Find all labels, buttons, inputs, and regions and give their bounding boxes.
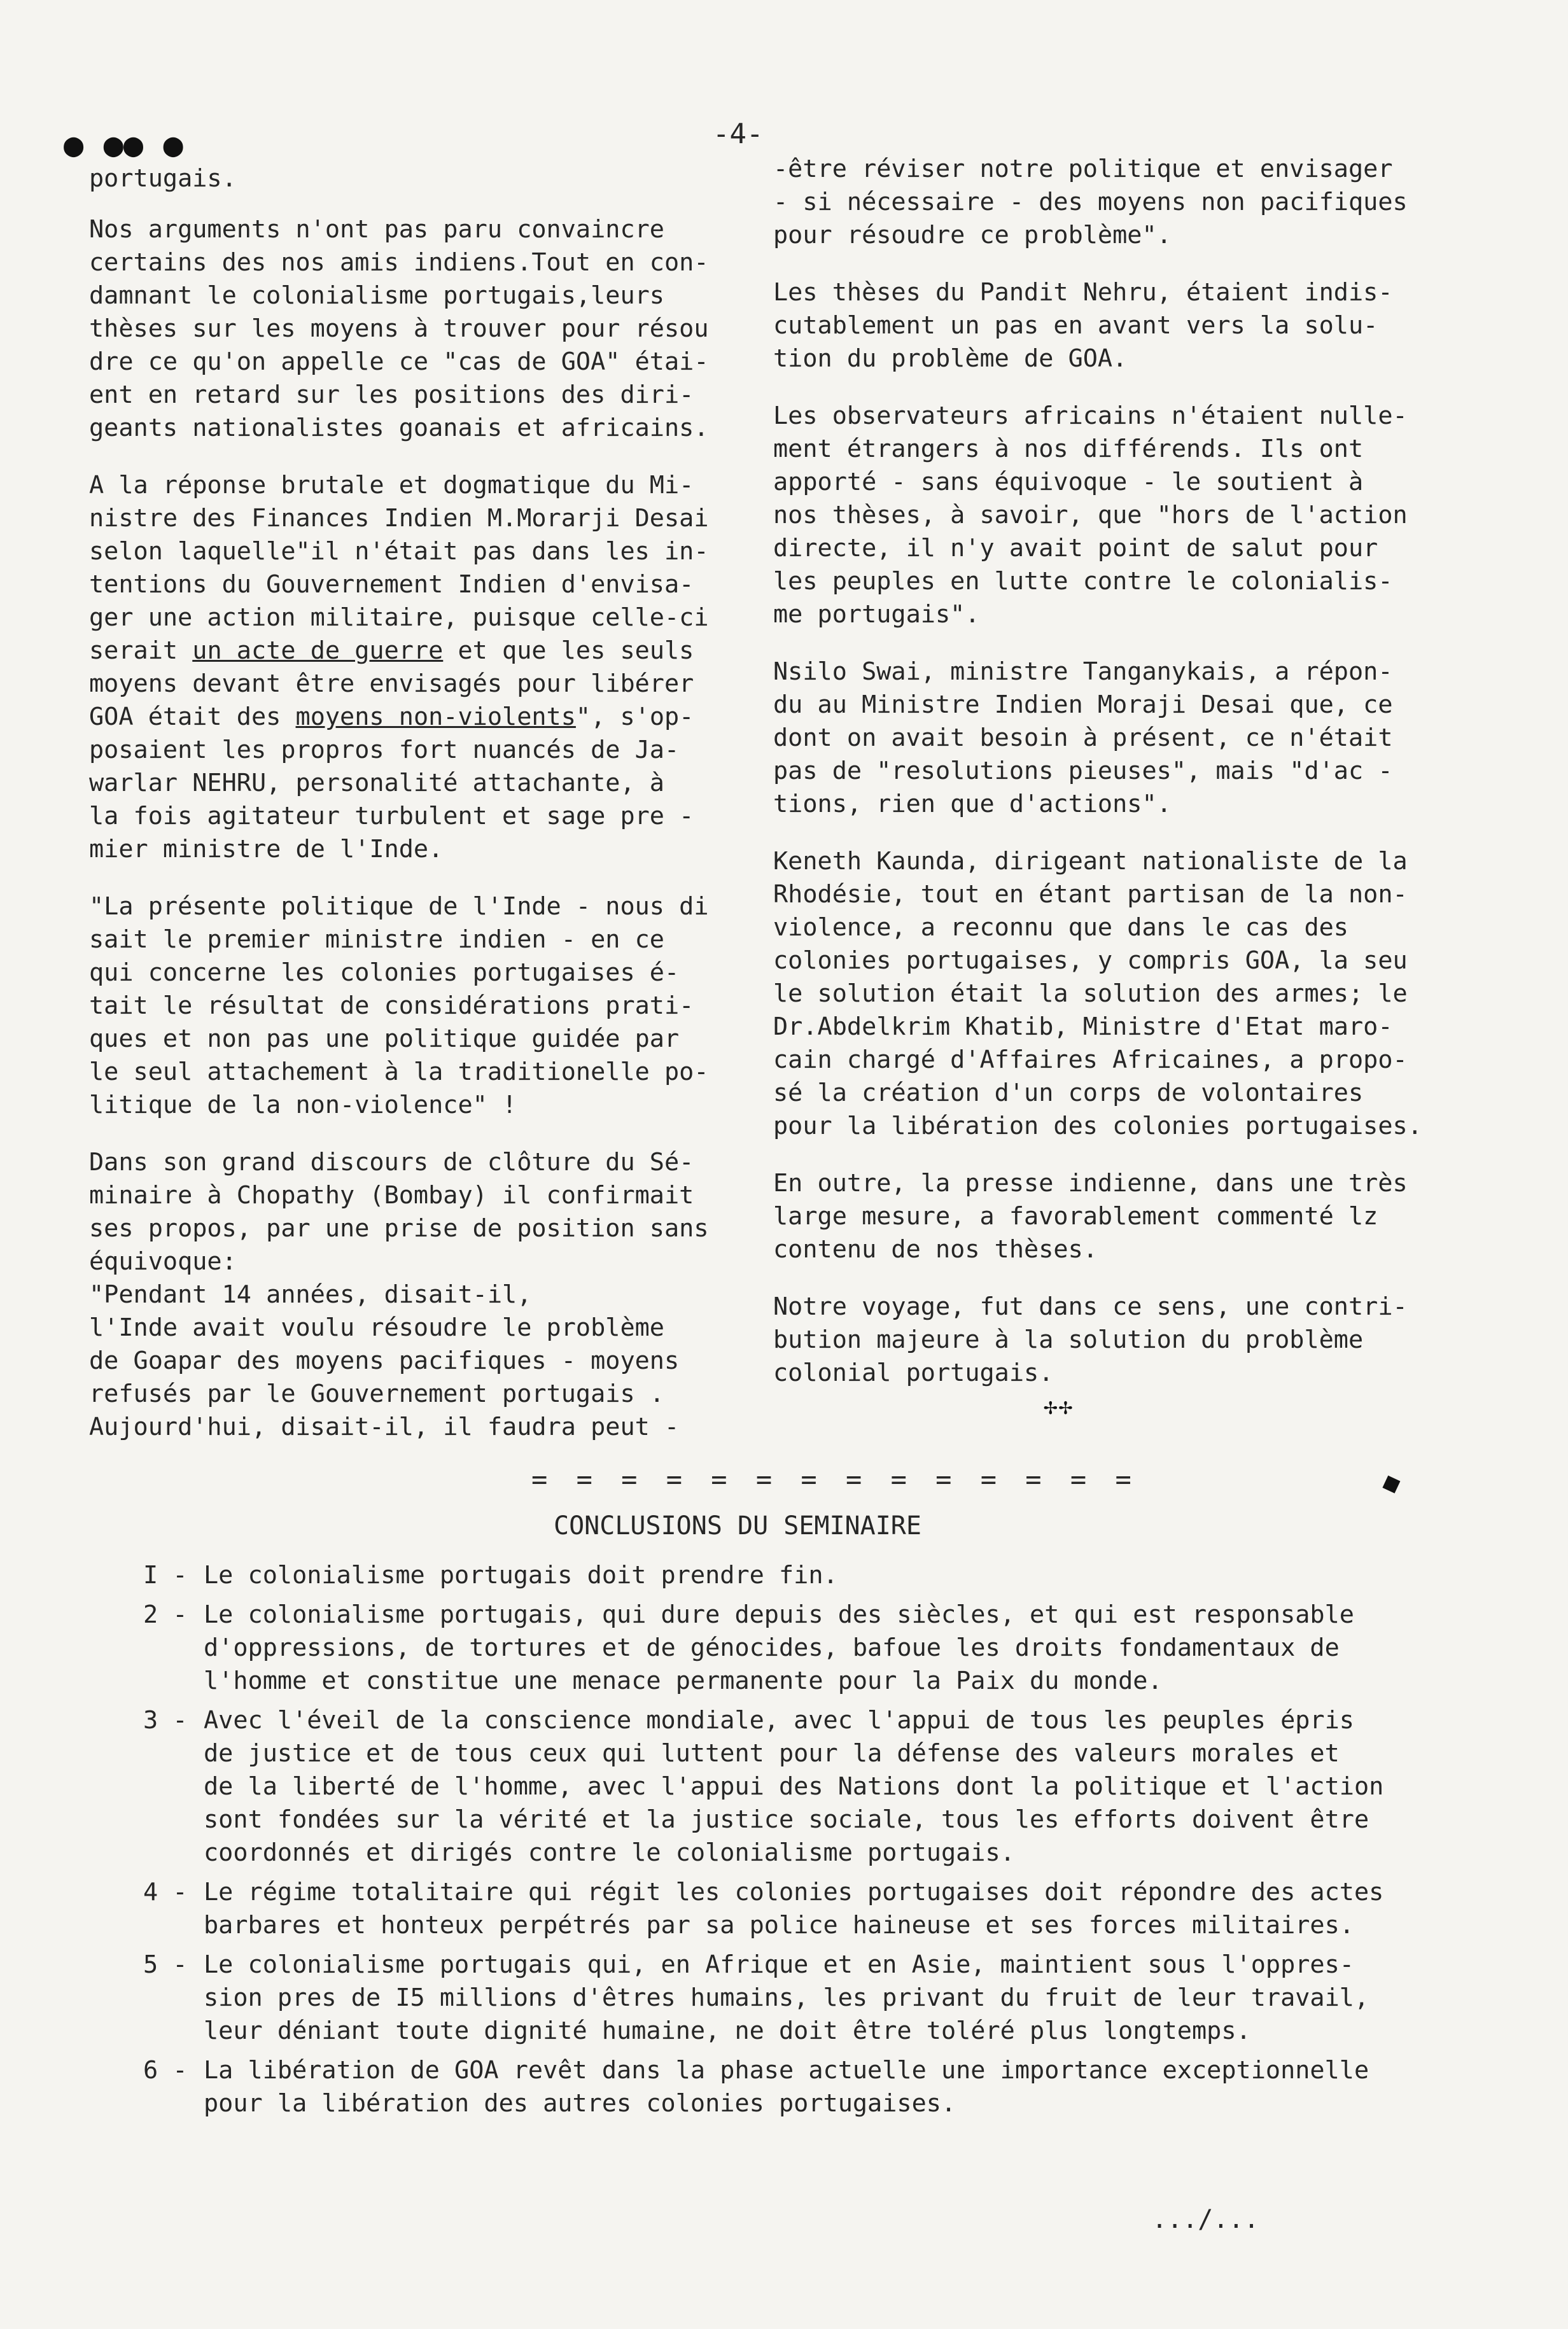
ornament: ✢✢ — [1044, 1394, 1074, 1420]
paragraph: Les observateurs africains n'étaient nulle- ment étrangers à nos différends. Ils ont apporté - sans équivoque - le soutient à nos thèses, à savoir, que "hors de l'action directe, il n'y avait point de salut pour les peuples en lutte contre le colonialis- me portugais". — [773, 402, 1408, 629]
item-text: Le régime totalitaire qui régit les colonies portugaises doit répondre des actes barbares et honteux perpétrés par sa police haineuse et ses forces militaires. — [204, 1878, 1384, 1940]
list-item — [143, 1704, 1429, 1870]
paragraph: Notre voyage, fut dans ce sens, une contri- bution majeure à la solution du problème colonial portugais. — [773, 1292, 1408, 1387]
paragraph: Les thèses du Pandit Nehru, étaient indis- cutablement un pas en avant vers la solu- tion du problème de GOA. — [773, 278, 1393, 373]
item-number: 3 - — [143, 1706, 188, 1735]
conclusions-title: CONCLUSIONS DU SEMINAIRE — [554, 1511, 921, 1541]
paragraph: portugais. — [89, 164, 237, 193]
conclusions-list — [143, 1559, 1429, 2127]
left-column — [89, 162, 764, 1468]
item-text: Le colonialisme portugais, qui dure depuis des siècles, et qui est responsable d'oppressions, de tortures et de génocides, bafoue les droits fondamentaux de l'homme et constitue une menace permanente pour la Paix du monde. — [204, 1600, 1354, 1695]
paragraph: En outre, la presse indienne, dans une très large mesure, a favorablement commenté lz contenu de nos thèses. — [773, 1169, 1408, 1264]
list-item — [143, 1598, 1429, 1698]
item-number: 5 - — [143, 1950, 188, 1979]
separator: = = = = = = = = = = = = = = — [531, 1464, 1138, 1495]
right-column — [773, 153, 1448, 1414]
item-text: Le colonialisme portugais qui, en Afrique et en Asie, maintient sous l'oppres- sion pres de I5 millions d'êtres humains, les privant du fruit de leur travail, leur déniant toute dignité humaine, ne doit être toléré plus longtemps. — [204, 1950, 1369, 2045]
paragraph: Keneth Kaunda, dirigeant nationaliste de la Rhodésie, tout en étant partisan de la non- violence, a reconnu que dans le cas des colonies portugaises, y compris GOA, la seu le solution était la solution des armes; le Dr.Abdelkrim Khatib, Ministre d'Etat maro- cain chargé d'Affaires Africaines, a propo- sé la création d'un corps de volontaires pour la libération des colonies portugaises. — [773, 847, 1422, 1140]
item-number: 4 - — [143, 1878, 188, 1906]
item-text: La libération de GOA revêt dans la phase actuelle une importance exceptionnelle pour la libération des autres colonies portugaises. — [204, 2056, 1369, 2118]
item-number: I - — [143, 1561, 188, 1590]
list-item — [143, 1876, 1429, 1942]
list-item — [143, 2054, 1429, 2120]
paragraph: Dans son grand discours de clôture du Sé- minaire à Chopathy (Bombay) il confirmait ses propos, par une prise de position sans équivoque: "Pendant 14 années, disait-il, l'Inde avait voulu résoudre le problème de Goapar des moyens pacifiques - moyens refusés par le Gouvernement portugais . Aujourd'hui, disait-il, il faudra peut - — [89, 1148, 709, 1441]
underlined-phrase: moyens non-violents — [295, 703, 576, 731]
paragraph: Nos arguments n'ont pas paru convaincre certains des nos amis indiens.Tout en con- damnant le colonialisme portugais,leurs thèses sur les moyens à trouver pour résou dre ce qu'on appelle ce "cas de GOA" étai- ent en retard sur les positions des diri- geants nationalistes goanais et africains. — [89, 215, 709, 442]
item-text: Avec l'éveil de la conscience mondiale, avec l'appui de tous les peuples épris de justice et de tous ceux qui luttent pour la défense des valeurs morales et de la liberté de l'homme, avec l'appui des Nations dont la politique et l'action sont fondées sur la vérité et la justice sociale, tous les efforts doivent être coordonnés et dirigés contre le colonialisme portugais. — [204, 1706, 1384, 1867]
item-number: 6 - — [143, 2056, 188, 2085]
underlined-phrase: un acte de guerre — [192, 636, 444, 665]
list-item — [143, 1559, 1429, 1592]
paragraph: Nsilo Swai, ministre Tanganykais, a répon- du au Ministre Indien Moraji Desai que, ce dont on avait besoin à présent, ce n'était pas de "resolutions pieuses", mais "d'ac - tions, rien que d'actions". — [773, 657, 1393, 818]
paragraph: -être réviser notre politique et envisager - si nécessaire - des moyens non pacifiques pour résoudre ce problème". — [773, 155, 1408, 249]
list-item — [143, 1948, 1429, 2048]
item-number: 2 - — [143, 1600, 188, 1629]
continuation-mark: .../... — [1152, 2205, 1259, 2234]
page-number: -4- — [713, 118, 764, 150]
ink-blot: ◆ — [1375, 1461, 1406, 1503]
paragraph: A la réponse brutale et dogmatique du Mi- nistre des Finances Indien M.Morarji Desai selon laquelle"il n'était pas dans les in- tentions du Gouvernement Indien d'envisa- ger une action militaire, puisque celle-ci serait un acte de guerre et que les seuls moyens devant être envisagés pour libérer GOA était des moyens non-violents", s'op- posaient les propros fort nuancés de Ja- warlar NEHRU, personalité attachante, à la fois agitateur turbulent et sage pre - mier ministre de l'Inde. — [89, 471, 709, 864]
paragraph: "La présente politique de l'Inde - nous di sait le premier ministre indien - en ce qui concerne les colonies portugaises é- tait le résultat de considérations prati- ques et non pas une politique guidée par le seul attachement à la traditionelle po- litique de la non-violence" ! — [89, 892, 709, 1119]
item-text: Le colonialisme portugais doit prendre fin. — [204, 1561, 838, 1590]
ink-blot: ● ●● ● — [64, 126, 183, 164]
